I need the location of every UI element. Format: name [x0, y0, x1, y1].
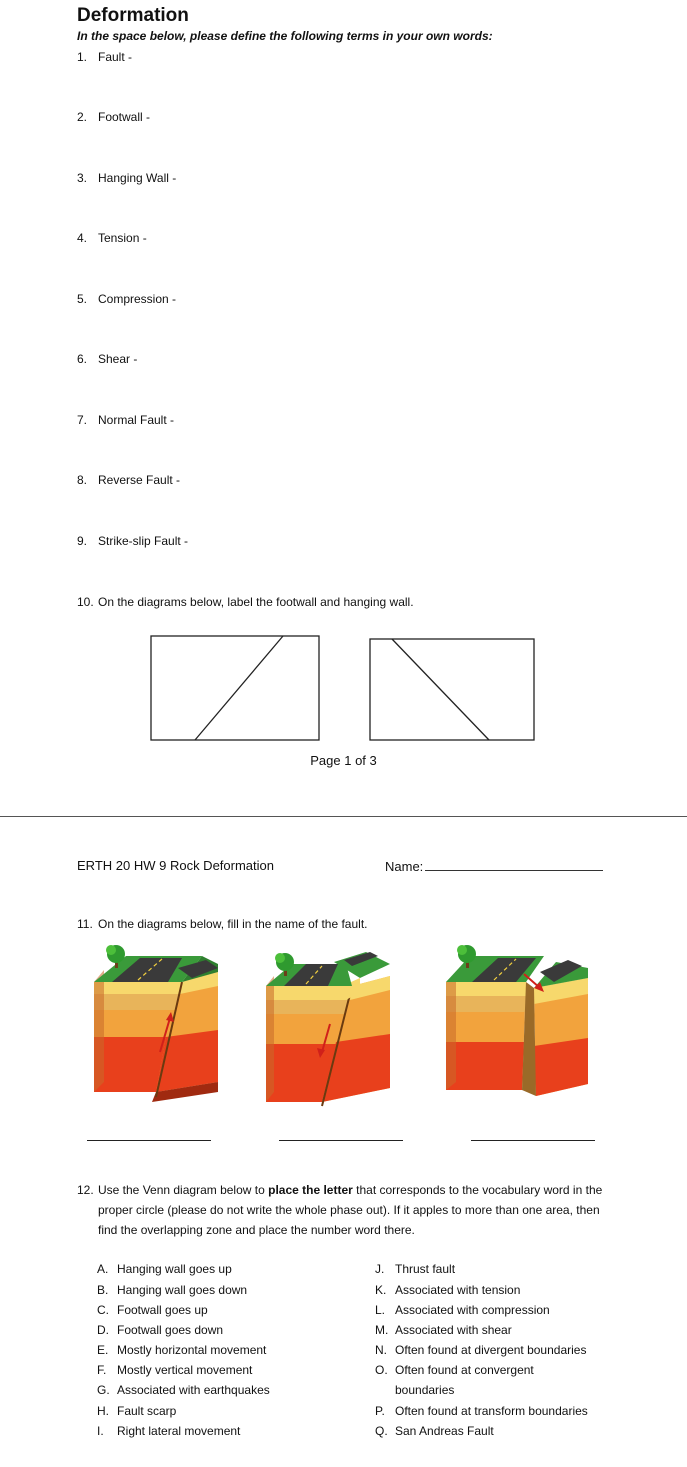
fault-box-left	[151, 636, 319, 740]
option-k: K. Associated with tension	[375, 1283, 521, 1297]
term-reverse-fault: 8. Reverse Fault -	[77, 473, 181, 487]
fault-line-right	[392, 639, 489, 740]
term-hanging-wall: 3. Hanging Wall -	[77, 171, 177, 185]
term-tension: 4. Tension -	[77, 231, 147, 245]
option-f: F. Mostly vertical movement	[97, 1363, 253, 1377]
option-d: D. Footwall goes down	[97, 1323, 224, 1337]
course-header: ERTH 20 HW 9 Rock Deformation	[77, 858, 274, 873]
answer-line-3[interactable]	[471, 1140, 595, 1141]
option-o: O. Often found at convergent	[375, 1363, 534, 1377]
strike-slip-fault-block-diagram	[442, 942, 592, 1112]
term-normal-fault: 7. Normal Fault -	[77, 413, 175, 427]
option-b: B. Hanging wall goes down	[97, 1283, 248, 1297]
question-11: 11. On the diagrams below, fill in the name of the fault.	[77, 917, 368, 931]
option-j: J. Thrust fault	[375, 1262, 456, 1276]
option-g: G. Associated with earthquakes	[97, 1383, 270, 1397]
name-blank-line[interactable]	[425, 858, 603, 871]
question-12: 12. Use the Venn diagram below to place the letter that corresponds to the vocabulary word in the proper circle (please do not write the whole phase out). If it apples to more than one area, then find the overlapping zone and place the number word there.	[77, 1183, 603, 1237]
question-10: 10. On the diagrams below, label the footwall and hanging wall.	[77, 595, 414, 609]
normal-fault-block-diagram	[262, 942, 412, 1112]
page-divider	[0, 816, 687, 817]
answer-line-2[interactable]	[279, 1140, 403, 1141]
reverse-fault-block-diagram	[82, 942, 232, 1112]
term-footwall: 2. Footwall -	[77, 110, 151, 124]
fault-line-left	[195, 636, 283, 740]
name-field[interactable]	[385, 858, 603, 874]
term-strike-slip-fault: 9. Strike-slip Fault -	[77, 534, 189, 548]
page-number: Page 1 of 3	[310, 753, 377, 768]
name-label: Name:	[385, 859, 424, 874]
option-l: L. Associated with compression	[375, 1303, 550, 1317]
option-c: C. Footwall goes up	[97, 1303, 208, 1317]
option-q: Q. San Andreas Fault	[375, 1424, 494, 1438]
term-shear: 6. Shear -	[77, 352, 138, 366]
term-fault: 1. Fault -	[77, 50, 133, 64]
option-e: E. Mostly horizontal movement	[97, 1343, 267, 1357]
instructions: In the space below, please define the following terms in your own words:	[77, 29, 493, 43]
option-m: M. Associated with shear	[375, 1323, 512, 1337]
option-a: A. Hanging wall goes up	[97, 1262, 232, 1276]
page-title: Deformation	[77, 5, 189, 26]
option-n: N. Often found at divergent boundaries	[375, 1343, 587, 1357]
option-o-continued: boundaries	[395, 1383, 455, 1397]
fault-box-right	[370, 639, 534, 740]
option-p: P. Often found at transform boundaries	[375, 1404, 588, 1418]
term-compression: 5. Compression -	[77, 292, 177, 306]
fault-boxes-diagram	[0, 625, 687, 750]
option-h: H. Fault scarp	[97, 1404, 177, 1418]
answer-line-1[interactable]	[87, 1140, 211, 1141]
option-i: I. Right lateral movement	[97, 1424, 241, 1438]
